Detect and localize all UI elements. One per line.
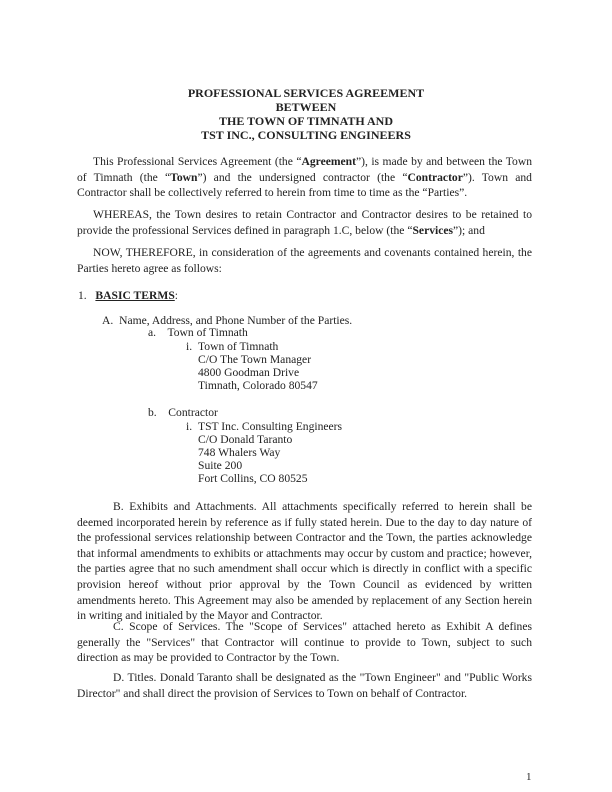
party-b-label: b. xyxy=(148,406,157,419)
party-a-line-3: 4800 Goodman Drive xyxy=(198,366,300,379)
party-b xyxy=(148,406,218,420)
party-a xyxy=(148,326,248,340)
item-c-paragraph: C. Scope of Services. The "Scope of Services" attached hereto as Exhibit A defines generally the "Services" that Contractor will continue to provide to Town, subject to such direction as may be provided to Contractor by the Town. xyxy=(77,620,532,665)
page-number: 1 xyxy=(526,771,532,783)
intro-text-2: ”), is made by and between the Town of Timnath (the “ xyxy=(77,155,532,184)
whereas-text-2: ”); and xyxy=(453,223,485,237)
whereas-text-1: WHEREAS, the Town desires to retain Contractor and Contractor desires to be retained to provide the professional Services defined in paragraph 1.C, below (the “ xyxy=(77,208,532,237)
party-b-line-3: 748 Whalers Way xyxy=(198,446,281,459)
title-line-4: TST INC., CONSULTING ENGINEERS xyxy=(201,128,411,142)
item-d-paragraph: D. Titles. Donald Taranto shall be designated as the "Town Engineer" and "Public Works Director" and shall direct the provision of Services to Town on behalf of Contractor. xyxy=(77,671,532,700)
intro-text-3: ”) and the undersigned contractor (the “ xyxy=(197,170,408,184)
whereas-paragraph xyxy=(77,207,532,238)
party-b-sub-label: i. xyxy=(186,420,193,433)
title-line-2: BETWEEN xyxy=(275,100,337,114)
contractor-term: Contractor xyxy=(407,170,463,184)
party-a-line-4: Timnath, Colorado 80547 xyxy=(198,379,318,392)
agreement-term: Agreement xyxy=(301,155,356,168)
item-a-label: A. xyxy=(102,314,114,327)
item-a-text: Name, Address, and Phone Number of the Parties. xyxy=(119,314,353,327)
intro-paragraph xyxy=(77,154,532,201)
title-line-3: THE TOWN OF TIMNATH AND xyxy=(218,114,394,128)
party-b-line-4: Suite 200 xyxy=(198,459,243,472)
now-therefore-paragraph: NOW, THEREFORE, in consideration of the agreements and covenants contained herein, the Parties hereto agree as follows: xyxy=(77,246,532,275)
party-b-line-1: TST Inc. Consulting Engineers xyxy=(198,420,343,433)
intro-text-1: This Professional Services Agreement (the “ xyxy=(93,155,302,168)
party-a-line-2: C/O The Town Manager xyxy=(198,353,312,366)
section-1-number: 1. xyxy=(78,289,87,302)
party-a-sub-label: i. xyxy=(186,340,193,353)
section-1-colon: : xyxy=(174,289,178,302)
party-b-line-5: Fort Collins, CO 80525 xyxy=(198,472,308,485)
item-b-paragraph: B. Exhibits and Attachments. All attachments specifically referred to herein shall be deemed incorporated herein by reference as if fully stated herein. Due to the day to day nature of the professional services relationship between Contractor and the Town, the parties acknowledge that informal amendments to exhibits or attachments may occur by custom and practice; however, the parties agree that no such amendment shall occur which is directly in conflict with a specific provision hereof without prior approval by the Town Council as evidenced by written amendments hereto. This Agreement may also be amended by replacement of any Section herein in writing and initialed by the Mayor and Contractor. xyxy=(77,500,532,623)
town-term: Town xyxy=(170,170,198,184)
party-b-line-2: C/O Donald Taranto xyxy=(198,433,293,446)
party-a-name: Town of Timnath xyxy=(167,326,248,339)
title-line-1: PROFESSIONAL SERVICES AGREEMENT xyxy=(187,86,425,100)
intro-text-4: ”). Town and Contractor shall be collectively referred to herein from time to time as the “Parties”. xyxy=(77,170,532,200)
party-a-line-1: Town of Timnath xyxy=(198,340,279,353)
section-1-heading xyxy=(78,289,178,303)
services-term: Services xyxy=(412,223,454,237)
party-a-label: a. xyxy=(148,326,157,339)
party-b-name: Contractor xyxy=(168,406,218,419)
section-1-title: BASIC TERMS xyxy=(95,289,175,302)
